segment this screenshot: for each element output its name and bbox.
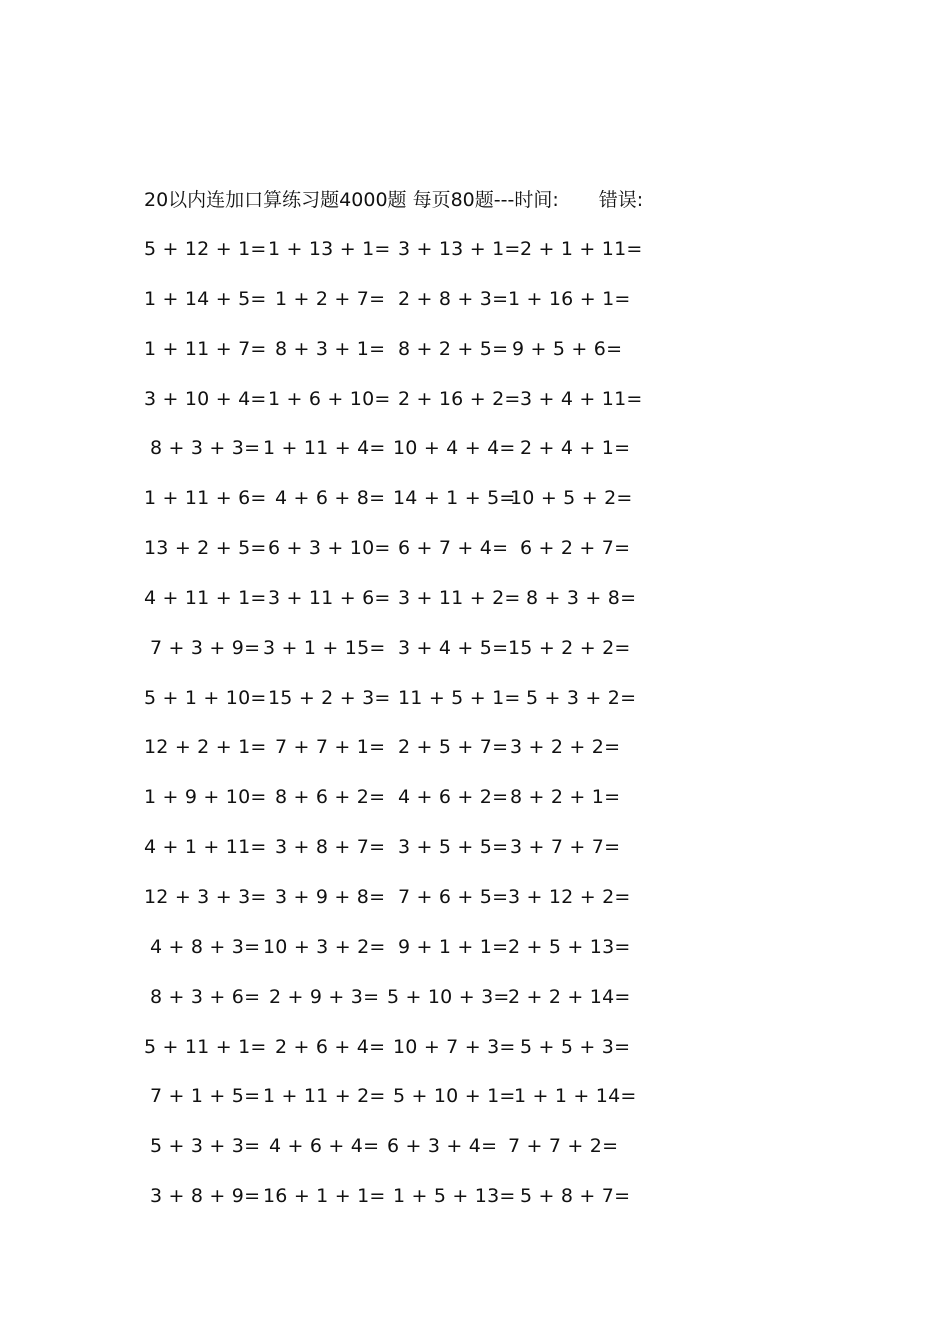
problem-item: 1 + 16 + 1=: [508, 287, 631, 310]
problem-item: 9 + 5 + 6=: [512, 337, 623, 360]
problem-item: 5 + 3 + 3=: [150, 1135, 261, 1158]
problem-item: 3 + 7 + 7=: [510, 836, 621, 859]
problem-item: 1 + 14 + 5=: [144, 287, 267, 310]
problem-item: 2 + 2 + 14=: [508, 985, 631, 1008]
problem-item: 1 + 11 + 6=: [144, 487, 267, 510]
problem-item: 1 + 9 + 10=: [144, 786, 267, 809]
problem-item: 12 + 3 + 3=: [144, 885, 267, 908]
problem-item: 8 + 3 + 6=: [150, 985, 261, 1008]
problem-item: 16 + 1 + 1=: [263, 1185, 386, 1208]
problem-item: 8 + 3 + 8=: [526, 586, 637, 609]
problem-item: 6 + 3 + 10=: [268, 537, 391, 560]
problem-item: 8 + 6 + 2=: [275, 786, 386, 809]
problem-item: 12 + 2 + 1=: [144, 736, 267, 759]
problem-item: 2 + 4 + 1=: [520, 437, 631, 460]
problem-item: 5 + 5 + 3=: [520, 1035, 631, 1058]
problem-item: 1 + 2 + 7=: [275, 287, 386, 310]
problem-item: 2 + 1 + 11=: [520, 238, 643, 260]
problem-item: 15 + 2 + 2=: [508, 636, 631, 659]
worksheet-header: [144, 186, 643, 214]
problem-item: 7 + 3 + 9=: [150, 636, 261, 659]
problem-item: 8 + 2 + 1=: [510, 786, 621, 809]
problem-item: 11 + 5 + 1=: [398, 686, 521, 709]
problem-item: 9 + 1 + 1=: [398, 935, 509, 958]
problem-item: 3 + 1 + 15=: [263, 636, 386, 659]
problem-item: 2 + 5 + 7=: [398, 736, 509, 759]
problem-item: 5 + 11 + 1=: [144, 1035, 267, 1058]
problem-item: 3 + 9 + 8=: [275, 885, 386, 908]
problem-item: 8 + 3 + 1=: [275, 337, 386, 360]
problem-item: 7 + 6 + 5=: [398, 885, 509, 908]
problem-item: 2 + 5 + 13=: [508, 935, 631, 958]
problem-item: 3 + 12 + 2=: [508, 885, 631, 908]
problem-item: 3 + 8 + 7=: [275, 836, 386, 859]
problem-item: 5 + 3 + 2=: [526, 686, 637, 709]
problem-item: 3 + 11 + 6=: [268, 586, 391, 609]
problem-item: 6 + 7 + 4=: [398, 537, 509, 560]
problem-item: 8 + 2 + 5=: [398, 337, 509, 360]
problem-item: 14 + 1 + 5=: [393, 487, 516, 510]
problem-item: 2 + 6 + 4=: [275, 1035, 386, 1058]
problem-item: 6 + 3 + 4=: [387, 1135, 498, 1158]
problem-item: 4 + 6 + 2=: [398, 786, 509, 809]
problem-item: 4 + 1 + 11=: [144, 836, 267, 859]
problem-item: 5 + 10 + 1=: [393, 1085, 516, 1108]
problem-item: 2 + 9 + 3=: [269, 985, 380, 1008]
problem-item: 1 + 5 + 13=: [393, 1185, 516, 1208]
problem-item: 5 + 12 + 1=: [144, 238, 267, 260]
problem-item: 1 + 1 + 14=: [514, 1085, 637, 1108]
problem-item: 3 + 11 + 2=: [398, 586, 521, 609]
problem-item: 8 + 3 + 3=: [150, 437, 261, 460]
problem-item: 4 + 6 + 8=: [275, 487, 386, 510]
problem-item: 3 + 2 + 2=: [510, 736, 621, 759]
problem-item: 3 + 13 + 1=: [398, 238, 521, 260]
problem-item: 13 + 2 + 5=: [144, 537, 267, 560]
problem-item: 3 + 5 + 5=: [398, 836, 509, 859]
problem-item: 6 + 2 + 7=: [520, 537, 631, 560]
problem-item: 1 + 11 + 7=: [144, 337, 267, 360]
problem-item: 15 + 2 + 3=: [268, 686, 391, 709]
problem-item: 2 + 16 + 2=: [398, 387, 521, 410]
problem-item: 3 + 8 + 9=: [150, 1185, 261, 1208]
problem-item: 5 + 10 + 3=: [387, 985, 510, 1008]
problem-item: 5 + 1 + 10=: [144, 686, 267, 709]
problem-item: 10 + 4 + 4=: [393, 437, 516, 460]
problem-item: 1 + 13 + 1=: [268, 238, 391, 260]
problem-item: 2 + 8 + 3=: [398, 287, 509, 310]
problem-item: 7 + 7 + 2=: [508, 1135, 619, 1158]
problem-item: 3 + 4 + 11=: [520, 387, 643, 410]
problem-item: 1 + 11 + 2=: [263, 1085, 386, 1108]
problem-item: 10 + 3 + 2=: [263, 935, 386, 958]
problem-item: 10 + 7 + 3=: [393, 1035, 516, 1058]
problem-item: 10 + 5 + 2=: [510, 487, 633, 510]
problem-grid: [144, 236, 664, 1233]
problem-item: 4 + 8 + 3=: [150, 935, 261, 958]
problem-item: 7 + 1 + 5=: [150, 1085, 261, 1108]
worksheet-title: 20以内连加口算练习题4000题 每页80题---时间:: [144, 189, 559, 211]
errors-label: 错误:: [598, 189, 644, 211]
problem-item: 3 + 4 + 5=: [398, 636, 509, 659]
problem-item: 7 + 7 + 1=: [275, 736, 386, 759]
problem-item: 1 + 11 + 4=: [263, 437, 386, 460]
problem-item: 4 + 11 + 1=: [144, 586, 267, 609]
problem-item: 3 + 10 + 4=: [144, 387, 267, 410]
problem-item: 5 + 8 + 7=: [520, 1185, 631, 1208]
problem-item: 4 + 6 + 4=: [269, 1135, 380, 1158]
problem-item: 1 + 6 + 10=: [268, 387, 391, 410]
